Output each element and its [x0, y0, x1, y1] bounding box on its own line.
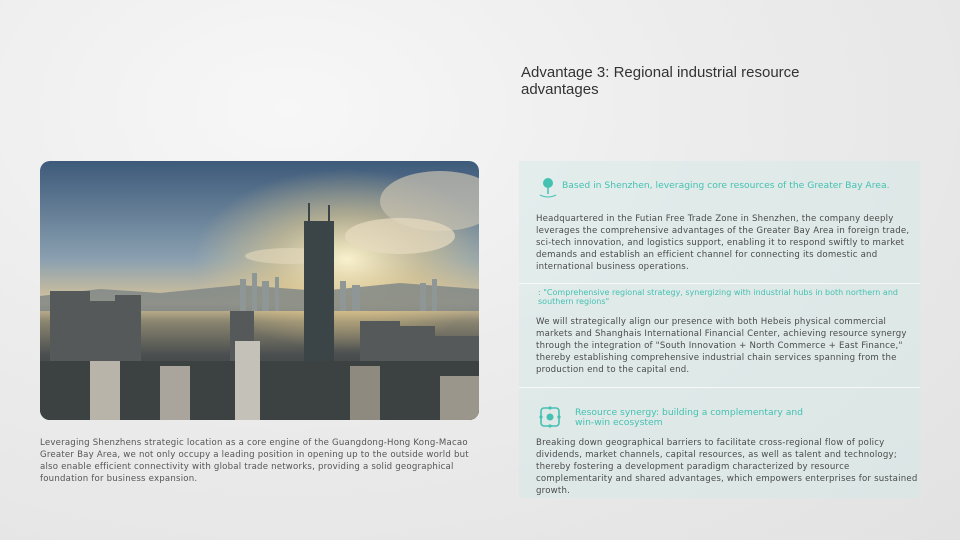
section-divider	[519, 283, 920, 284]
section-heading-text: "Comprehensive regional strategy, synergizing with industrial hubs in both northern and southern regions"	[538, 288, 898, 306]
page-title: Advantage 3: Regional industrial resource advantages	[521, 64, 800, 98]
city-skyline-photo	[40, 161, 479, 420]
section-divider	[519, 387, 920, 388]
section-heading: Resource synergy: building a complementary and win-win ecosystem	[575, 407, 803, 428]
section-heading	[538, 288, 898, 306]
quote-mark: :	[538, 288, 544, 297]
location-description: Leveraging Shenzhens strategic location as a core engine of the Guangdong-Hong Kong-Macao Greater Bay Area, we not only occupy a leading position in opening up to the outside world but also enable efficient connectivity with global trade networks, providing a solid geographical foundation for business expansion.	[40, 438, 469, 484]
section-body: Headquartered in the Futian Free Trade Zone in Shenzhen, the company deeply leverages the comprehensive advantages of the Greater Bay Area in foreign trade, sci-tech innovation, and logistics support, enabling it to respond swiftly to market demands and establish an efficient channel for connecting its domestic and international business operations.	[536, 214, 910, 272]
location-pin-icon	[538, 177, 558, 203]
section-body: Breaking down geographical barriers to facilitate cross-regional flow of policy dividends, market channels, capital resources, as well as talent and technology; thereby fostering a development paradigm characterized by resource complementarity and shared advantages, which empowers enterprises for sustained growth.	[536, 438, 918, 496]
section-body: We will strategically align our presence with both Hebeis physical commercial markets and Shanghais International Financial Center, achieving resource synergy through the integration of "South Innovation + North Commerce + East Finance," thereby establishing comprehensive industrial chain services spanning from the production end to the capital end.	[536, 317, 907, 375]
network-hub-icon	[538, 405, 562, 433]
section-heading: Based in Shenzhen, leveraging core resources of the Greater Bay Area.	[562, 180, 890, 191]
